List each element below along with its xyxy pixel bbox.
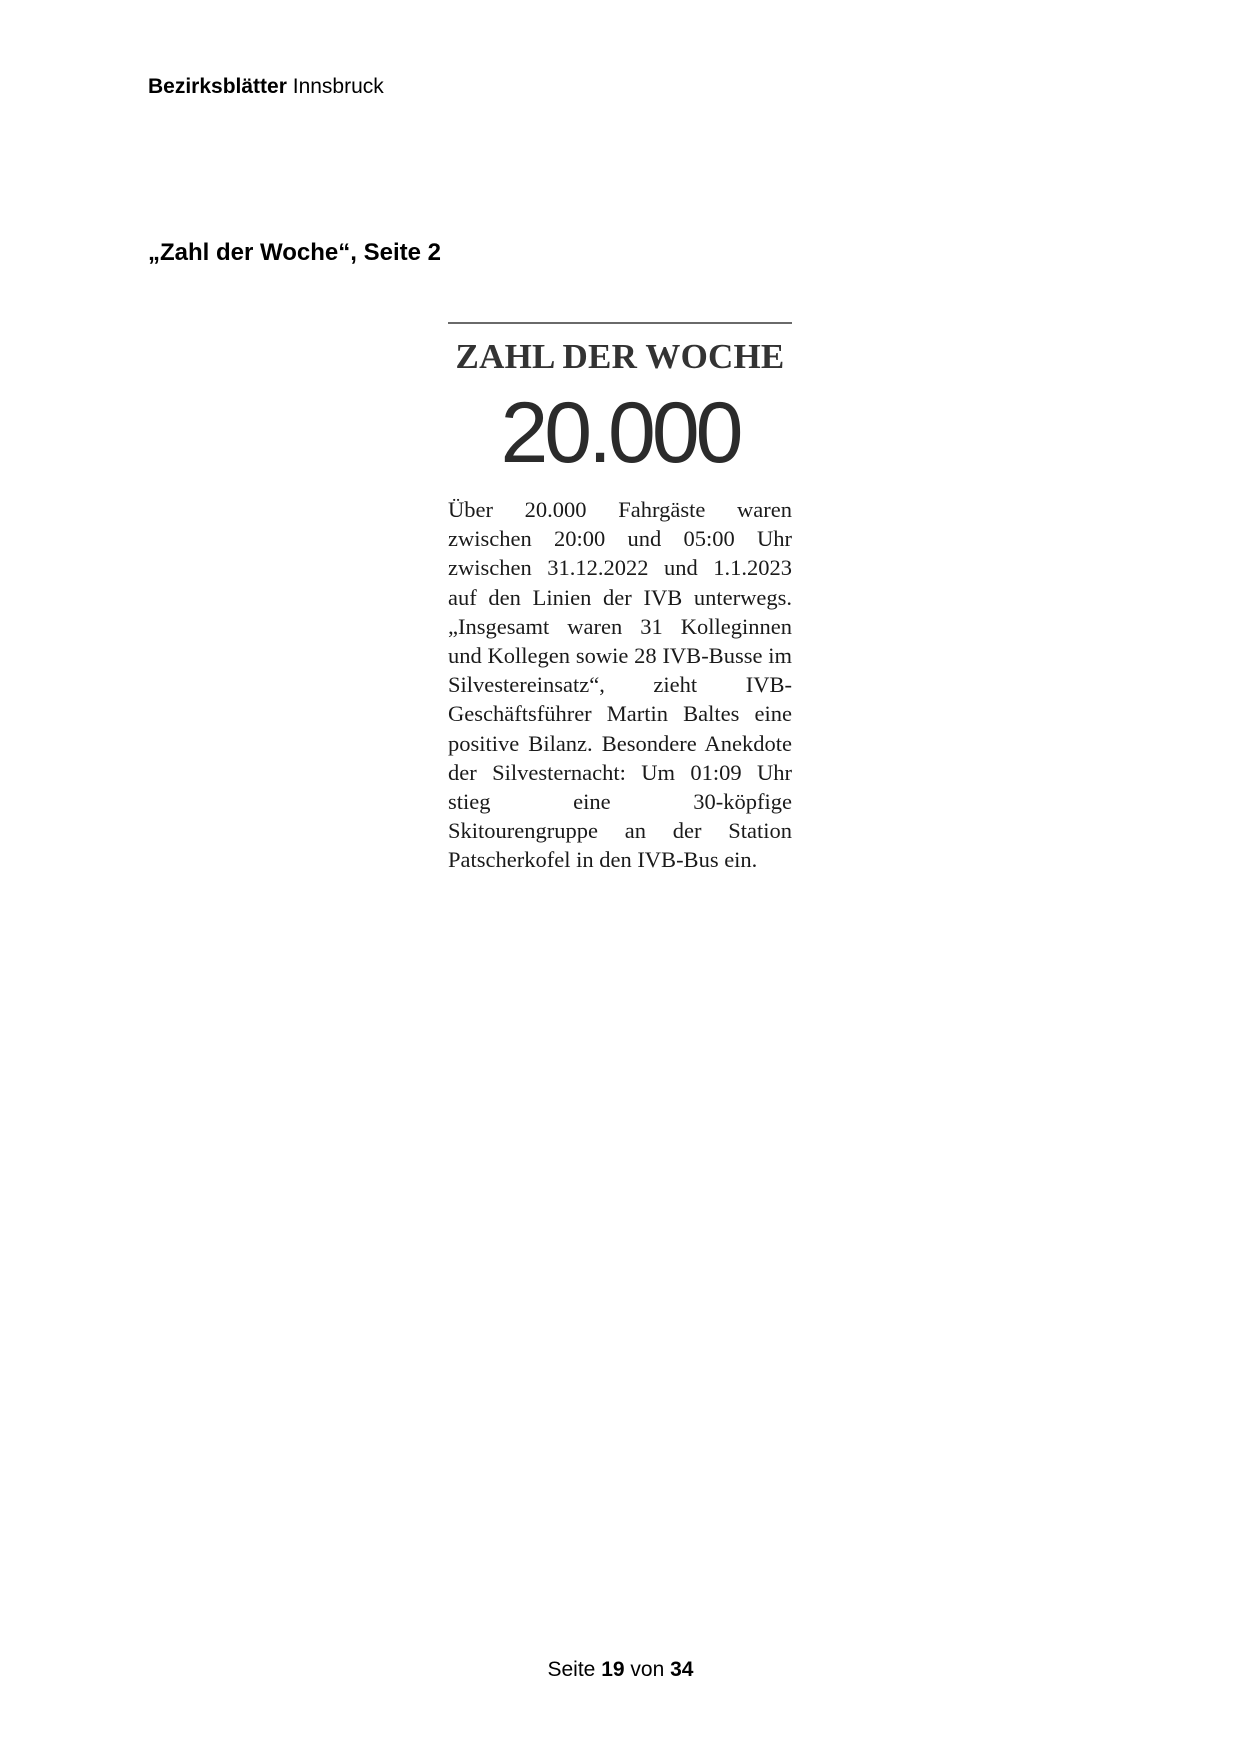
clipping-body-text: Über 20.000 Fahrgäste waren zwischen 20:00 und 05:00 Uhr zwischen 31.12.2022 und 1.1.2023 auf den Linien der IVB unterwegs. „Insgesamt waren 31 Kolleginnen und Kollegen sowie 28 IVB-Busse im Silvestereinsatz“, zieht IVB-Geschäftsführer Martin Baltes eine positive Bilanz. Besondere Anekdote der Silvesternacht: Um 01:09 Uhr stieg eine 30-köpfige Skitourengruppe an der Station Patscherkofel in den IVB-Bus ein. [448,497,792,873]
clipping-headline-number: 20.000 [500,385,740,481]
page-separator: von [630,1658,665,1681]
publication-name: Bezirksblätter [148,75,287,98]
total-page-count: 34 [670,1658,694,1681]
clipping-kicker: ZAHL DER WOCHE [455,337,785,376]
page-header [148,74,384,100]
clipping-top-rule [448,322,792,324]
newspaper-clipping [448,322,792,875]
current-page-number: 19 [601,1658,625,1681]
page-label: Seite [547,1658,596,1681]
publication-region: Innsbruck [292,75,384,98]
page-footer [0,1657,1241,1683]
section-title: „Zahl der Woche“, Seite 2 [148,239,441,266]
